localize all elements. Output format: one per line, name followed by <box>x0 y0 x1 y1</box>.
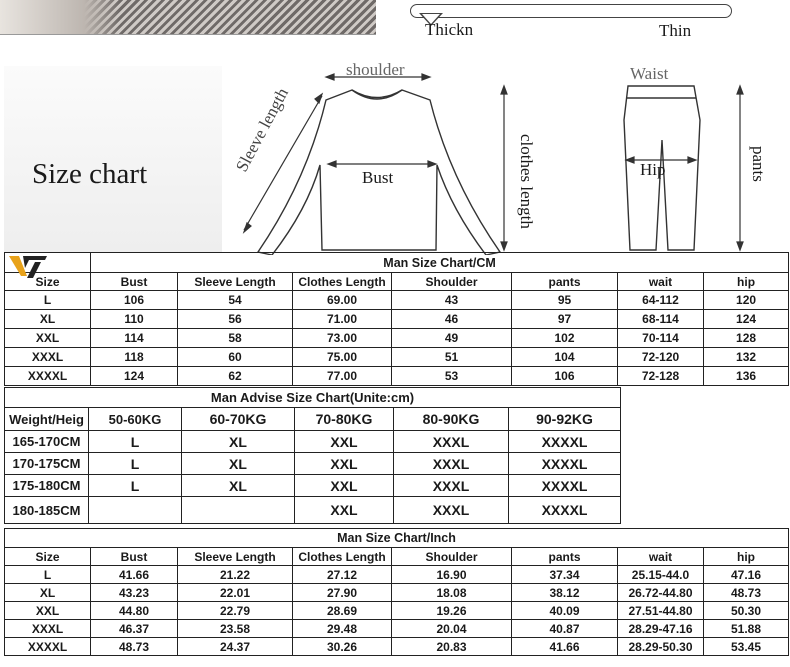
table-cell: 47.16 <box>704 566 789 584</box>
label-pants: pants <box>749 146 768 182</box>
table-cell: 28.29-47.16 <box>618 620 704 638</box>
header-cell: pants <box>512 273 618 291</box>
table-cell: 49 <box>392 329 512 348</box>
table-row <box>5 453 621 475</box>
table-row <box>5 602 789 620</box>
table-cell: 72-120 <box>618 348 704 367</box>
table-cell: 53 <box>392 367 512 386</box>
table-cell: 124 <box>91 367 178 386</box>
table-cell: 20.83 <box>392 638 512 656</box>
product-photo-strip <box>0 0 376 35</box>
table-cell: 27.12 <box>293 566 392 584</box>
table-cell: 24.37 <box>178 638 293 656</box>
header-cell: wait <box>618 548 704 566</box>
table-cell: 18.08 <box>392 584 512 602</box>
table-row <box>5 497 621 524</box>
table-row <box>5 566 789 584</box>
table-cell: 64-112 <box>618 291 704 310</box>
header-cell: Size <box>5 273 91 291</box>
table-cell: XXXL <box>5 348 91 367</box>
header-cell: Weight/Heig <box>5 408 89 431</box>
table-header-row <box>5 548 789 566</box>
table-row <box>5 431 621 453</box>
table-cell: 70-114 <box>618 329 704 348</box>
size-chart-inch-table <box>4 528 789 656</box>
table-cell: XXL <box>295 475 394 497</box>
table-cell: 21.22 <box>178 566 293 584</box>
header-cell: Sleeve Length <box>178 548 293 566</box>
table-cell: 114 <box>91 329 178 348</box>
label-waist: Waist <box>630 64 669 83</box>
table-cell: 106 <box>91 291 178 310</box>
table-cell: 38.12 <box>512 584 618 602</box>
header-cell: 60-70KG <box>182 408 295 431</box>
table-cell <box>182 497 295 524</box>
size-chart-cm-table <box>4 252 789 386</box>
table-header-row <box>5 408 621 431</box>
table-cell: 19.26 <box>392 602 512 620</box>
table-title: Man Advise Size Chart(Unite:cm) <box>5 388 621 408</box>
table-row <box>5 584 789 602</box>
table-cell: 40.87 <box>512 620 618 638</box>
table-cell: XXL <box>295 431 394 453</box>
table-cell: L <box>89 475 182 497</box>
table-cell: XL <box>182 453 295 475</box>
thickness-scale-bar <box>410 4 732 18</box>
table-row <box>5 291 789 310</box>
header-cell: Shoulder <box>392 273 512 291</box>
table-cell: 30.26 <box>293 638 392 656</box>
table-cell: XXXXL <box>509 431 621 453</box>
header-cell: wait <box>618 273 704 291</box>
table-cell: 170-175CM <box>5 453 89 475</box>
header-cell: hip <box>704 548 789 566</box>
table-cell: 58 <box>178 329 293 348</box>
table-cell: XXXL <box>394 453 509 475</box>
table-cell: 71.00 <box>293 310 392 329</box>
table-cell: 50.30 <box>704 602 789 620</box>
table-cell: 54 <box>178 291 293 310</box>
table-cell: XXXXL <box>509 497 621 524</box>
table-cell: 26.72-44.80 <box>618 584 704 602</box>
table-row <box>5 620 789 638</box>
table-cell: XXXL <box>5 620 91 638</box>
label-shoulder: shoulder <box>346 60 405 79</box>
table-cell: 25.15-44.0 <box>618 566 704 584</box>
table-cell: XL <box>5 584 91 602</box>
table-cell: 73.00 <box>293 329 392 348</box>
table-title: Man Size Chart/Inch <box>5 529 789 548</box>
table-row <box>5 475 621 497</box>
table-cell: L <box>89 453 182 475</box>
table-cell: 97 <box>512 310 618 329</box>
table-cell: XXXL <box>394 431 509 453</box>
brand-logo <box>7 252 49 280</box>
table-cell: 28.69 <box>293 602 392 620</box>
table-cell: 41.66 <box>91 566 178 584</box>
table-cell: L <box>5 291 91 310</box>
table-cell: 37.34 <box>512 566 618 584</box>
header-cell: pants <box>512 548 618 566</box>
table-cell: 104 <box>512 348 618 367</box>
table-cell: 106 <box>512 367 618 386</box>
table-cell: 77.00 <box>293 367 392 386</box>
header-cell: Shoulder <box>392 548 512 566</box>
table-header-row <box>5 273 789 291</box>
table-cell: 118 <box>91 348 178 367</box>
table-cell: L <box>89 431 182 453</box>
table-cell: XXXXL <box>509 475 621 497</box>
table-cell: 51 <box>392 348 512 367</box>
table-cell: 46.37 <box>91 620 178 638</box>
table-cell: 60 <box>178 348 293 367</box>
table-cell: XL <box>5 310 91 329</box>
table-cell: 20.04 <box>392 620 512 638</box>
table-row <box>5 638 789 656</box>
table-cell: 27.90 <box>293 584 392 602</box>
header-cell: 90-92KG <box>509 408 621 431</box>
table-cell: 128 <box>704 329 789 348</box>
table-cell: 48.73 <box>704 584 789 602</box>
header-cell: Bust <box>91 548 178 566</box>
header-cell: Sleeve Length <box>178 273 293 291</box>
table-cell: 102 <box>512 329 618 348</box>
table-cell: 41.66 <box>512 638 618 656</box>
label-bust: Bust <box>362 168 394 187</box>
table-cell: XL <box>182 431 295 453</box>
table-cell: L <box>5 566 91 584</box>
table-cell: XXL <box>5 602 91 620</box>
table-row <box>5 310 789 329</box>
table-cell: 180-185CM <box>5 497 89 524</box>
table-cell: 120 <box>704 291 789 310</box>
table-cell: 23.58 <box>178 620 293 638</box>
size-chart-title: Size chart <box>32 158 148 190</box>
table-cell: XXL <box>5 329 91 348</box>
header-cell: 80-90KG <box>394 408 509 431</box>
table-cell: XXXL <box>394 497 509 524</box>
table-cell: 69.00 <box>293 291 392 310</box>
table-cell: XXXXL <box>5 638 91 656</box>
table-cell: XL <box>182 475 295 497</box>
table-cell: 28.29-50.30 <box>618 638 704 656</box>
table-cell: 51.88 <box>704 620 789 638</box>
table-cell: 56 <box>178 310 293 329</box>
table-cell: XXL <box>295 497 394 524</box>
table-cell: 136 <box>704 367 789 386</box>
table-cell: 124 <box>704 310 789 329</box>
table-cell: 72-128 <box>618 367 704 386</box>
table-cell <box>89 497 182 524</box>
table-title: Man Size Chart/CM <box>91 253 789 273</box>
table-cell: 27.51-44.80 <box>618 602 704 620</box>
table-cell: 22.01 <box>178 584 293 602</box>
table-cell: 43.23 <box>91 584 178 602</box>
table-cell: 16.90 <box>392 566 512 584</box>
header-cell: Size <box>5 548 91 566</box>
header-cell: Clothes Length <box>293 548 392 566</box>
table-cell: 48.73 <box>91 638 178 656</box>
garment-diagram <box>222 60 790 255</box>
table-cell: 75.00 <box>293 348 392 367</box>
table-cell: 46 <box>392 310 512 329</box>
header-cell: 70-80KG <box>295 408 394 431</box>
table-cell: 62 <box>178 367 293 386</box>
advise-size-table <box>4 387 621 524</box>
table-row <box>5 329 789 348</box>
table-cell: 175-180CM <box>5 475 89 497</box>
table-cell: 43 <box>392 291 512 310</box>
table-cell: 22.79 <box>178 602 293 620</box>
table-row <box>5 367 789 386</box>
table-cell: 110 <box>91 310 178 329</box>
thickness-label-thick: Thickn <box>425 20 474 39</box>
table-cell: 44.80 <box>91 602 178 620</box>
header-cell: Clothes Length <box>293 273 392 291</box>
header-cell: 50-60KG <box>89 408 182 431</box>
table-cell: 132 <box>704 348 789 367</box>
label-hip: Hip <box>640 160 666 179</box>
label-clothes-length: clothes length <box>517 134 536 229</box>
thickness-label-thin: Thin <box>659 21 692 40</box>
table-cell: 68-114 <box>618 310 704 329</box>
table-cell: 29.48 <box>293 620 392 638</box>
header-cell: Bust <box>91 273 178 291</box>
header-cell: hip <box>704 273 789 291</box>
table-cell: 53.45 <box>704 638 789 656</box>
table-cell: 40.09 <box>512 602 618 620</box>
table-cell: 95 <box>512 291 618 310</box>
table-cell: XXXXL <box>509 453 621 475</box>
table-cell: 165-170CM <box>5 431 89 453</box>
label-sleeve-length: Sleeve length <box>232 84 292 175</box>
table-cell: XXXL <box>394 475 509 497</box>
table-row <box>5 348 789 367</box>
table-cell: XXL <box>295 453 394 475</box>
table-cell: XXXXL <box>5 367 91 386</box>
